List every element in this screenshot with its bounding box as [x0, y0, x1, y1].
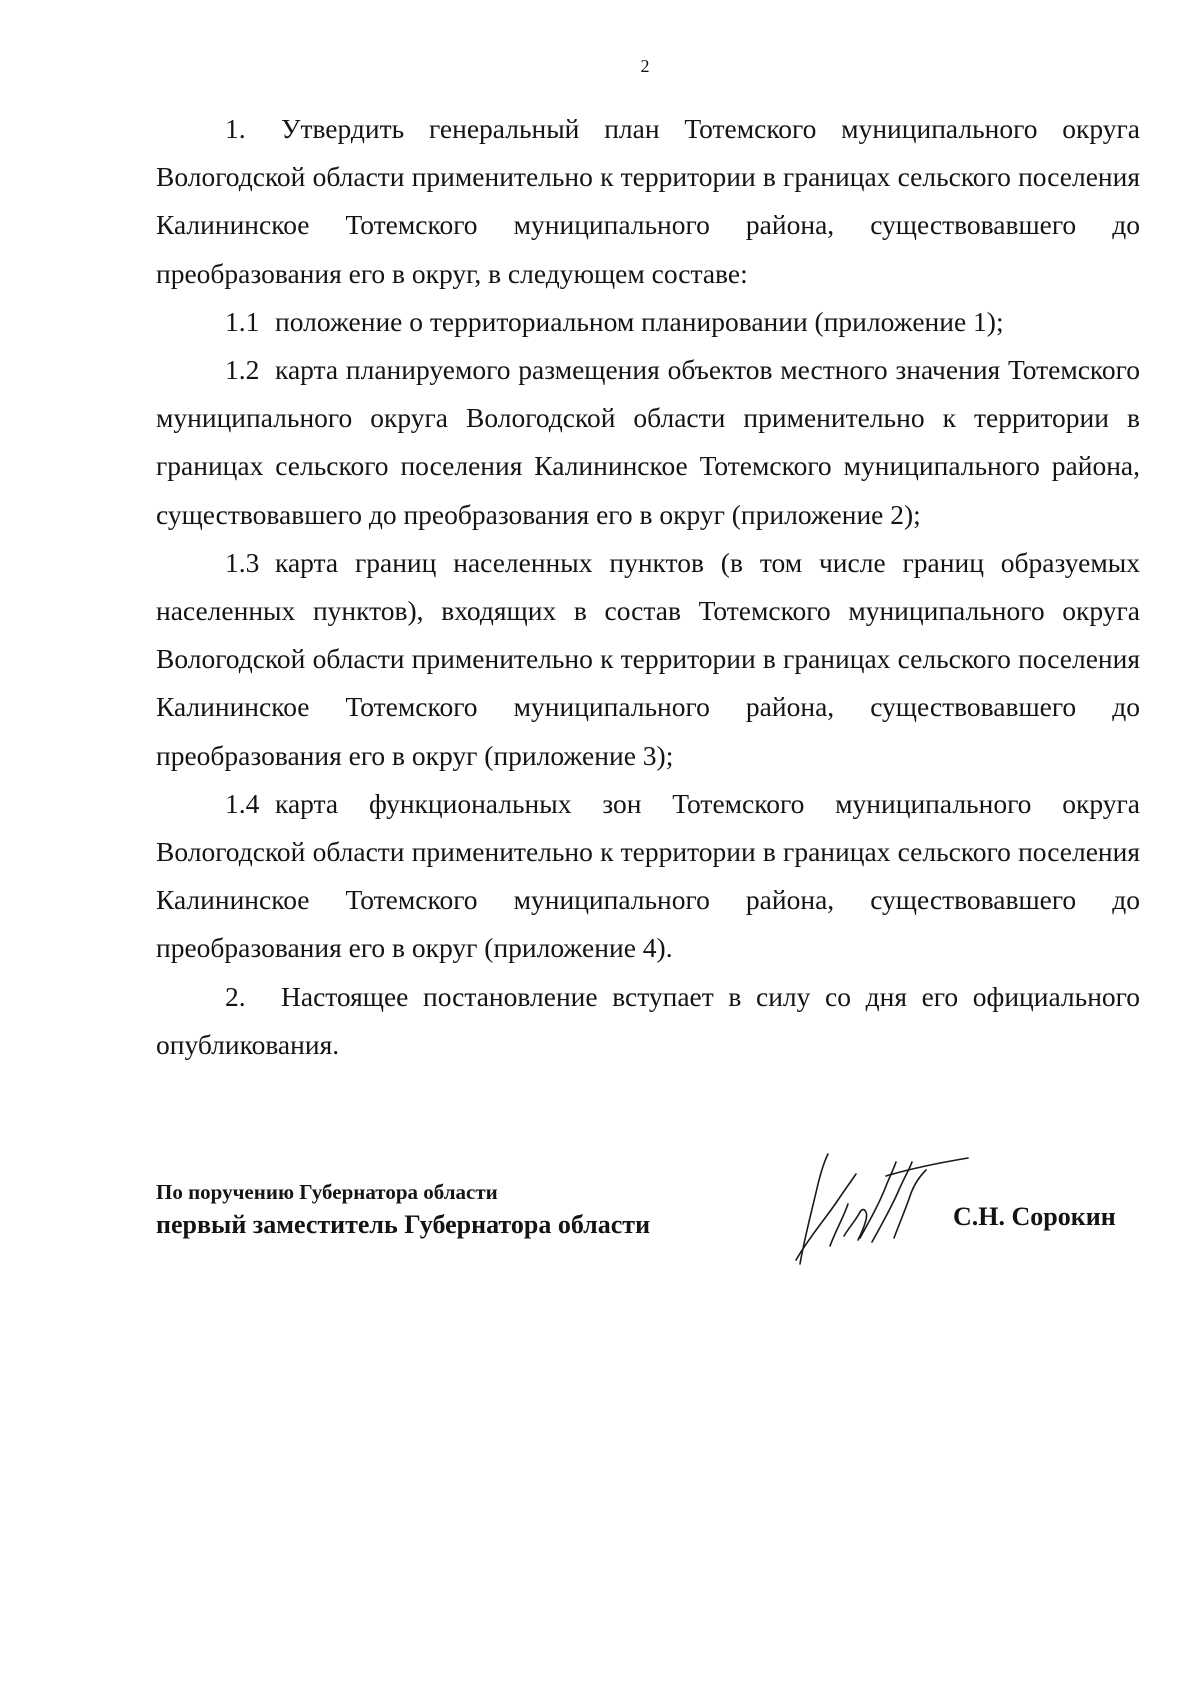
paragraph-number: 1.4 — [225, 787, 260, 819]
signatory-name: С.Н. Сорокин — [953, 1202, 1116, 1231]
paragraph-1 — [156, 105, 1140, 298]
paragraph-number: 1. — [225, 113, 246, 144]
paragraph-number: 1.2 — [225, 354, 260, 386]
paragraph-text: карта границ населенных пунктов (в том числе границ образуемых населенных пунктов), входящих в состав Тотемского муниципального округа Вологодской области применительно к территории в границах сельского поселения Калининское Тотемского муниципального района, существовавшего до преобразования его в округ (приложение 3); — [156, 546, 1140, 771]
paragraph-1-4 — [156, 780, 1140, 973]
paragraph-1-1 — [156, 298, 1140, 346]
paragraph-number: 1.3 — [225, 546, 260, 578]
paragraph-number: 2. — [225, 980, 246, 1012]
signature-authority-line: По поручению Губернатора области — [156, 1180, 498, 1204]
paragraph-2 — [156, 973, 1140, 1069]
paragraph-number: 1.1 — [225, 305, 260, 337]
page-number: 2 — [640, 56, 650, 76]
paragraph-text: карта планируемого размещения объектов местного значения Тотемского муниципального округа Вологодской области применительно к территории в границах сельского поселения Калининское Тотемского муниципального района, существовавшего до преобразования его в округ (приложение 2); — [156, 354, 1140, 530]
paragraph-1-3 — [156, 539, 1140, 780]
paragraph-text: карта функциональных зон Тотемского муниципального округа Вологодской области применительно к территории в границах сельского поселения Калининское Тотемского муниципального района, существовавшего до преобразования его в округ (приложение 4). — [156, 787, 1140, 964]
document-body — [156, 105, 1140, 1069]
paragraph-text: Настоящее постановление вступает в силу со дня его официального опубликования. — [156, 980, 1140, 1060]
paragraph-text: Утвердить генеральный план Тотемского муниципального округа Вологодской области применительно к территории в границах сельского поселения Калининское Тотемского муниципального района, существовавшего до преобразования его в округ, в следующем составе: — [156, 113, 1140, 289]
signature-position-line: первый заместитель Губернатора области — [156, 1210, 651, 1239]
paragraph-text: положение о территориальном планировании (приложение 1); — [275, 305, 1004, 337]
paragraph-1-2 — [156, 346, 1140, 539]
handwritten-signature — [786, 1140, 976, 1270]
signature-block — [156, 1180, 1146, 1310]
